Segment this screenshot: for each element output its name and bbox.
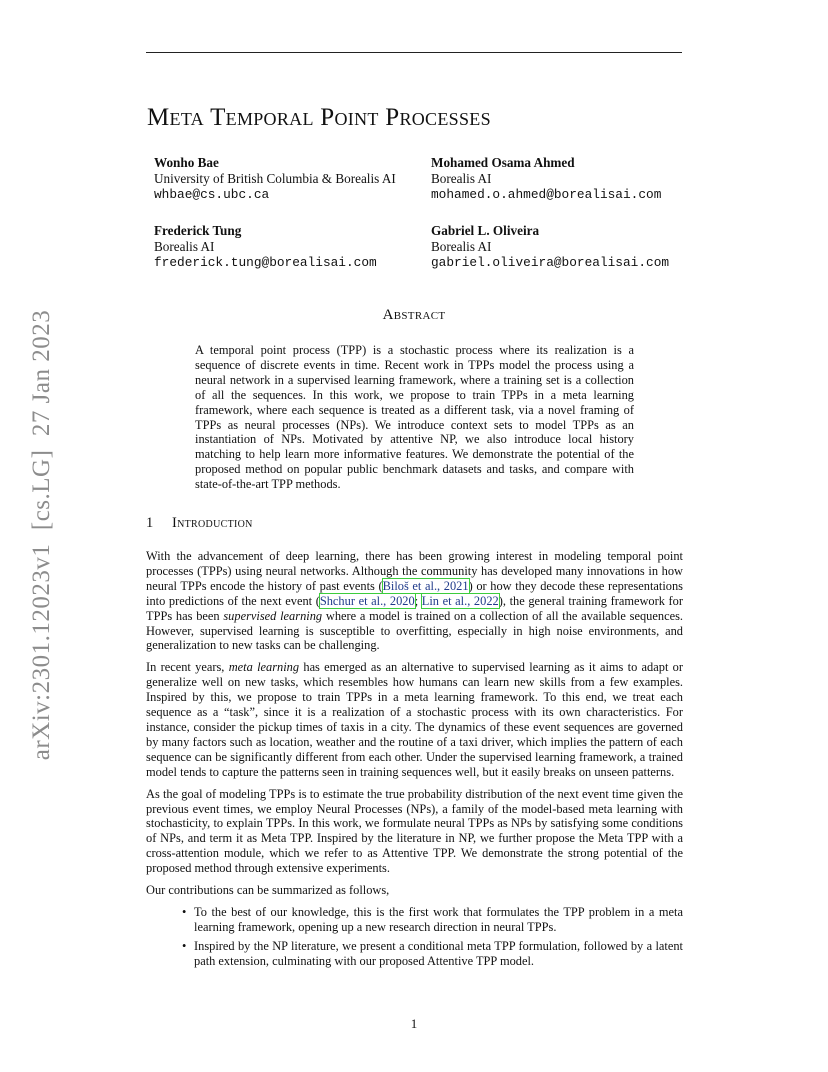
- author-email[interactable]: mohamed.o.ahmed@borealisai.com: [431, 187, 662, 202]
- arxiv-identifier: arXiv:2301.12023v1 [cs.LG] 27 Jan 2023: [28, 309, 55, 761]
- paper-title: Meta Temporal Point Processes: [147, 104, 491, 131]
- author-name: Gabriel L. Oliveira: [431, 223, 540, 238]
- text-run: ;: [414, 593, 422, 608]
- bullet-icon: •: [182, 938, 187, 953]
- author-email[interactable]: whbae@cs.ubc.ca: [154, 187, 270, 202]
- author-affiliation: University of British Columbia & Borealis AI: [154, 171, 396, 186]
- emphasis: supervised learning: [223, 608, 323, 623]
- list-item: [182, 938, 683, 969]
- author-block: [154, 155, 396, 203]
- bullet-icon: •: [182, 904, 187, 919]
- author-email[interactable]: gabriel.oliveira@borealisai.com: [431, 255, 670, 270]
- paragraph: [146, 549, 683, 653]
- list-item: [182, 904, 683, 935]
- citation-link[interactable]: Biloš et al., 2021: [382, 578, 469, 593]
- author-affiliation: Borealis AI: [154, 239, 215, 254]
- citation-link[interactable]: Shchur et al., 2020: [319, 593, 415, 608]
- text-run: In recent years,: [146, 660, 229, 675]
- text-run: ), the general training framework for TPPs has been: [146, 593, 684, 623]
- contribution-list: [146, 905, 683, 969]
- list-item-text: Inspired by the NP literature, we present a conditional meta TPP formulation, followed by a latent path extension, culminating with our proposed Attentive TPP model.: [194, 938, 683, 968]
- author-affiliation: Borealis AI: [431, 239, 492, 254]
- text-run: With the advancement of deep learning, there has been growing interest in modeling temporal point processes (TPPs) using neural networks. Although the community has developed many innovations in how neural TPPs encode the history of past events (: [146, 549, 683, 593]
- citation-link[interactable]: Lin et al., 2022: [421, 593, 499, 608]
- paragraph: Our contributions can be summarized as follows,: [146, 883, 390, 898]
- section-title: Introduction: [172, 515, 253, 531]
- emphasis: meta learning: [228, 660, 300, 675]
- paragraph: [146, 660, 683, 779]
- abstract-text: A temporal point process (TPP) is a stochastic process where its realization is a sequence of discrete events in time. Recent work in TPPs model the process using a neural network in a supervised learning framework, where a training set is a collection of all the sequences. In this work, we propose to train TPPs in a meta learning framework, where each sequence is treated as a different task, via a novel framing of TPPs as neural processes (NPs). We introduce context sets to model TPPs as an instantiation of NPs. Motivated by attentive NP, we also introduce local history matching to help learn more informative features. We demonstrate the potential of the proposed method on popular public benchmark datasets and tasks, and compare with state-of-the-art TPP methods.: [195, 343, 634, 492]
- author-block: [431, 155, 661, 203]
- author-block: [154, 223, 377, 271]
- list-item-text: To the best of our knowledge, this is the first work that formulates the TPP problem in a meta learning framework, opening up a new research direction in neural TPPs.: [194, 904, 683, 934]
- abstract-heading: Abstract: [382, 307, 446, 323]
- text-run: has emerged as an alternative to supervised learning as it aims to adapt or generalize well on new tasks, which resembles how humans can learn new skills from a few examples. Inspired by this, we propose to train TPPs in a meta learning framework. To this end, we treat each sequence as a “task”, since it is a realization of a stochastic process with its own characteristics. For instance, consider the pickup times of taxis in a city. The dynamics of these event sequences are governed by many factors such as location, weather and the routine of a taxi driver, which implies the pattern of each sequence can be significantly different from each other. Under the supervised learning framework, a trained model tends to capture the patterns seen in training sequences well, but it easily breaks on unseen patterns.: [146, 660, 684, 779]
- top-rule: [146, 52, 682, 53]
- text-run: ) or how they decode these representations into predictions of the next event (: [146, 578, 683, 608]
- arxiv-sidebar: [22, 290, 62, 780]
- author-name: Frederick Tung: [154, 223, 242, 238]
- section-heading: [146, 515, 253, 532]
- author-name: Mohamed Osama Ahmed: [431, 155, 575, 170]
- page-number: 1: [410, 1016, 418, 1031]
- author-block: [431, 223, 669, 271]
- section-number: 1: [146, 515, 154, 531]
- author-email[interactable]: frederick.tung@borealisai.com: [154, 255, 377, 270]
- author-affiliation: Borealis AI: [431, 171, 492, 186]
- section-body: [146, 549, 683, 973]
- author-name: Wonho Bae: [154, 155, 219, 170]
- text-run: where a model is trained on a collection of all the available sequences. However, supervised learning is susceptible to overfitting, especially in high noise environments, and generalization to new tasks can be challenging.: [146, 608, 683, 653]
- paragraph: As the goal of modeling TPPs is to estimate the true probability distribution of the next event time given the previous event times, we employ Neural Processes (NPs), a family of the model-based meta learning with stochasticity, to explain TPPs. In this work, we formulate neural TPPs as NPs by satisfying some conditions of NPs, and term it as Meta TPP. Inspired by the literature in NP, we further propose the Meta TPP with a cross-attention module, which we refer to as Attentive TPP. We demonstrate the strong potential of the proposed method through extensive experiments.: [146, 786, 683, 876]
